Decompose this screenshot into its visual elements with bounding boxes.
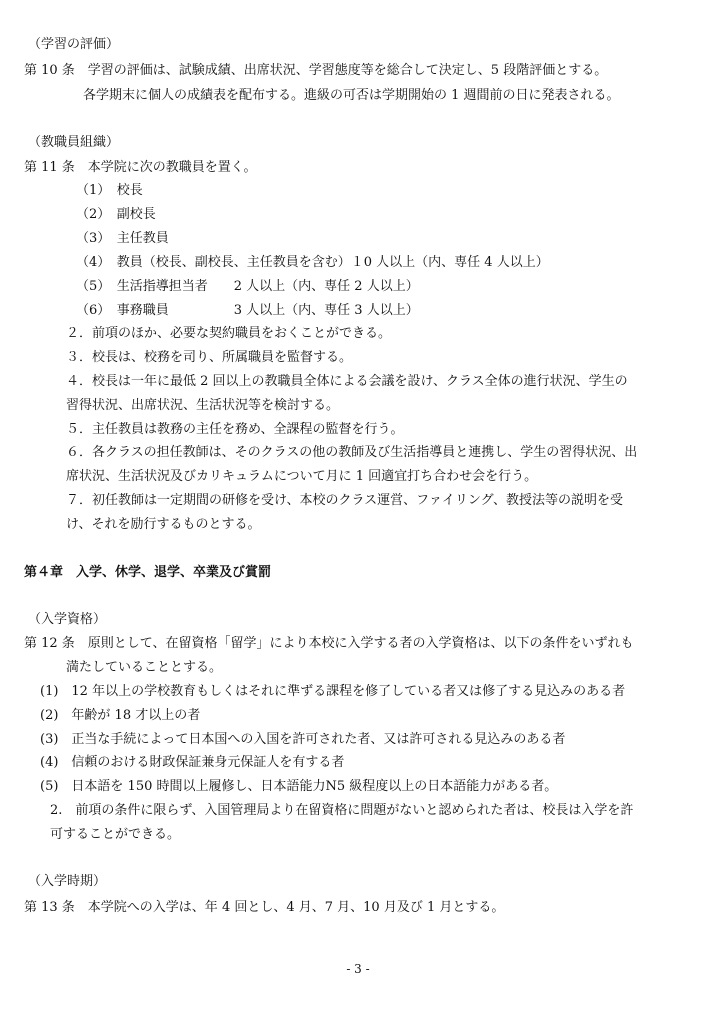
article-11-intro: 第 11 条 本学院に次の教職員を置く。 <box>24 160 257 175</box>
article-12-paragraph: 2. 前項の条件に限らず、入国管理局より在留資格に問題がないと認められた者は、校長は入学を許 <box>50 803 634 818</box>
article-11-heading: （教職員組織） <box>28 135 120 150</box>
article-10-line: 各学期末に個人の成績表を配布する。進級の可否は学期開始の 1 週間前の日に発表される。 <box>83 88 620 103</box>
article-11-paragraph: ６．各クラスの担任教師は、そのクラスの他の教師及び生活指導員と連携し、学生の習得状況、出 <box>66 445 638 460</box>
article-11-paragraph: け、それを励行するものとする。 <box>66 517 261 532</box>
article-11-paragraph: ５．主任教員は教務の主任を務め、全課程の監督を行う。 <box>66 422 404 437</box>
requirement-item: (1) 12 年以上の学校教育もしくはそれに準ずる課程を修了している者又は修了する見込みのある者 <box>40 684 626 699</box>
article-12-line: 満たしていることとする。 <box>66 660 223 675</box>
article-11-paragraph: ４．校長は一年に最低 2 回以上の教職員全体による会議を設け、クラス全体の進行状況、学生の <box>66 374 628 389</box>
article-13-heading: （入学時期） <box>28 874 107 889</box>
chapter-4-title: 第４章 入学、休学、退学、卒業及び賞罰 <box>24 565 272 580</box>
article-12-heading: （入学資格） <box>28 612 107 627</box>
article-11-paragraph: ２．前項のほか、必要な契約職員をおくことができる。 <box>66 326 392 341</box>
article-11-paragraph: ７．初任教師は一定期間の研修を受け、本校のクラス運営、ファイリング、教授法等の説明を受 <box>66 493 624 508</box>
requirement-item: (5) 日本語を 150 時間以上履修し、日本語能力N5 級程度以上の日本語能力がある者。 <box>40 779 558 794</box>
article-11-paragraph: ３．校長は、校務を司り、所属職員を監督する。 <box>66 350 353 365</box>
staff-list-item: （3） 主任教員 <box>76 231 169 246</box>
article-13-line: 第 13 条 本学院への入学は、年 4 回とし、4 月、7 月、10 月及び 1 月とする。 <box>24 900 505 915</box>
requirement-item: (2) 年齢が 18 才以上の者 <box>40 708 201 723</box>
article-11-paragraph: 席状況、生活状況及びカリキュラムについて月に 1 回適宜打ち合わせ会を行う。 <box>66 469 538 484</box>
staff-list-item: （4） 教員（校長、副校長、主任教員を含む）１0 人以上（内、専任 4 人以上） <box>76 255 549 270</box>
article-11-paragraph: 習得状況、出席状況、生活状況等を検討する。 <box>66 398 340 413</box>
article-12-paragraph: 可することができる。 <box>50 827 181 842</box>
staff-list-item: （2） 副校長 <box>76 207 156 222</box>
article-12-line: 第 12 条 原則として、在留資格「留学」により本校に入学する者の入学資格は、以下の条件をいずれも <box>24 636 634 651</box>
article-10-heading: （学習の評価） <box>28 37 120 52</box>
requirement-item: (4) 信頼のおける財政保証兼身元保証人を有する者 <box>40 755 345 770</box>
requirement-item: (3) 正当な手続によって日本国への入国を許可された者、又は許可される見込みのある者 <box>40 732 566 747</box>
page-number: - 3 - <box>346 962 370 976</box>
staff-list-item: （1） 校長 <box>76 183 143 198</box>
staff-list-item: （6） 事務職員 3 人以上（内、専任 3 人以上） <box>76 303 419 318</box>
article-10-line: 第 10 条 学習の評価は、試験成績、出席状況、学習態度等を総合して決定し、5 段階評価とする。 <box>24 63 608 78</box>
staff-list-item: （5） 生活指導担当者 2 人以上（内、専任 2 人以上） <box>76 279 419 294</box>
